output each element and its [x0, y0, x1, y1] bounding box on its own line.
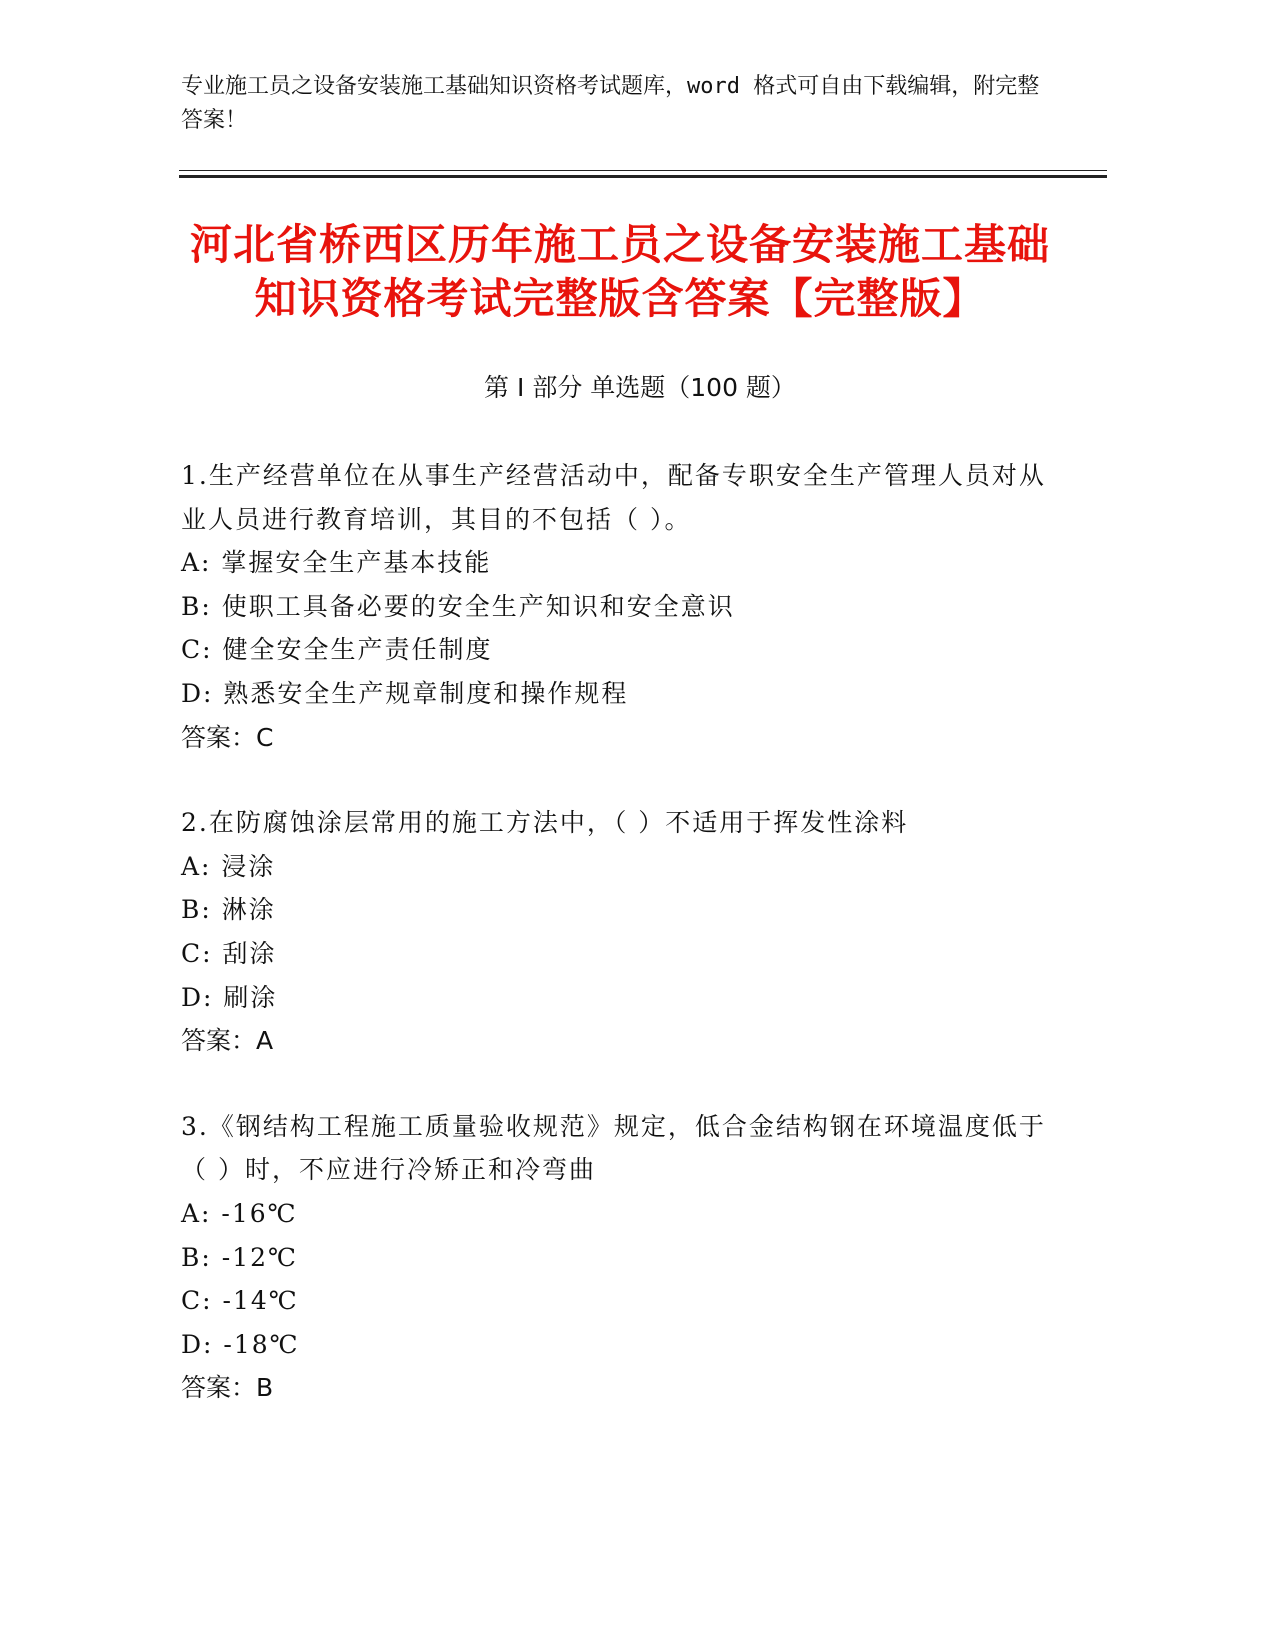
section-heading: 第 I 部分 单选题（100 题）	[484, 373, 796, 402]
question-3	[181, 1105, 1061, 1410]
option-d: D: 熟悉安全生产规章制度和操作规程	[181, 678, 629, 708]
option-a: A: -16℃	[181, 1198, 298, 1228]
question-1	[181, 454, 1061, 759]
document-title: 河北省桥西区历年施工员之设备安装施工基础知识资格考试完整版含答案【完整版】	[189, 220, 1050, 323]
option-a: A: 浸涂	[181, 851, 276, 881]
answer-line: 答案：C	[181, 722, 274, 752]
option-c: C: -14℃	[181, 1286, 299, 1316]
option-d: D: 刷涂	[181, 982, 278, 1012]
question-stem: 3.《钢结构工程施工质量验收规范》规定，低合金结构钢在环境温度低于（ ）时，不应进行冷矫正和冷弯曲	[181, 1111, 1046, 1185]
answer-line: 答案：B	[181, 1373, 274, 1403]
option-d: D: -18℃	[181, 1329, 300, 1359]
question-list	[181, 454, 1061, 1452]
option-b: B: 使职工具备必要的安全生产知识和安全意识	[181, 591, 735, 621]
header-note: 专业施工员之设备安装施工基础知识资格考试题库，word 格式可自由下载编辑，附完整答案！	[181, 74, 1040, 133]
option-a: A: 掌握安全生产基本技能	[181, 548, 492, 578]
header-rule-thick	[179, 175, 1107, 178]
answer-line: 答案：A	[181, 1026, 274, 1056]
option-b: B: -12℃	[181, 1242, 298, 1272]
question-stem: 2.在防腐蚀涂层常用的施工方法中，（ ）不适用于挥发性涂料	[181, 808, 909, 838]
option-c: C: 刮涂	[181, 938, 277, 968]
option-c: C: 健全安全生产责任制度	[181, 635, 493, 665]
question-stem: 1.生产经营单位在从事生产经营活动中，配备专职安全生产管理人员对从业人员进行教育培训，其目的不包括（ ）。	[181, 461, 1046, 534]
header-rule-thin	[179, 170, 1107, 171]
question-2	[181, 801, 1061, 1063]
option-b: B: 淋涂	[181, 895, 276, 925]
